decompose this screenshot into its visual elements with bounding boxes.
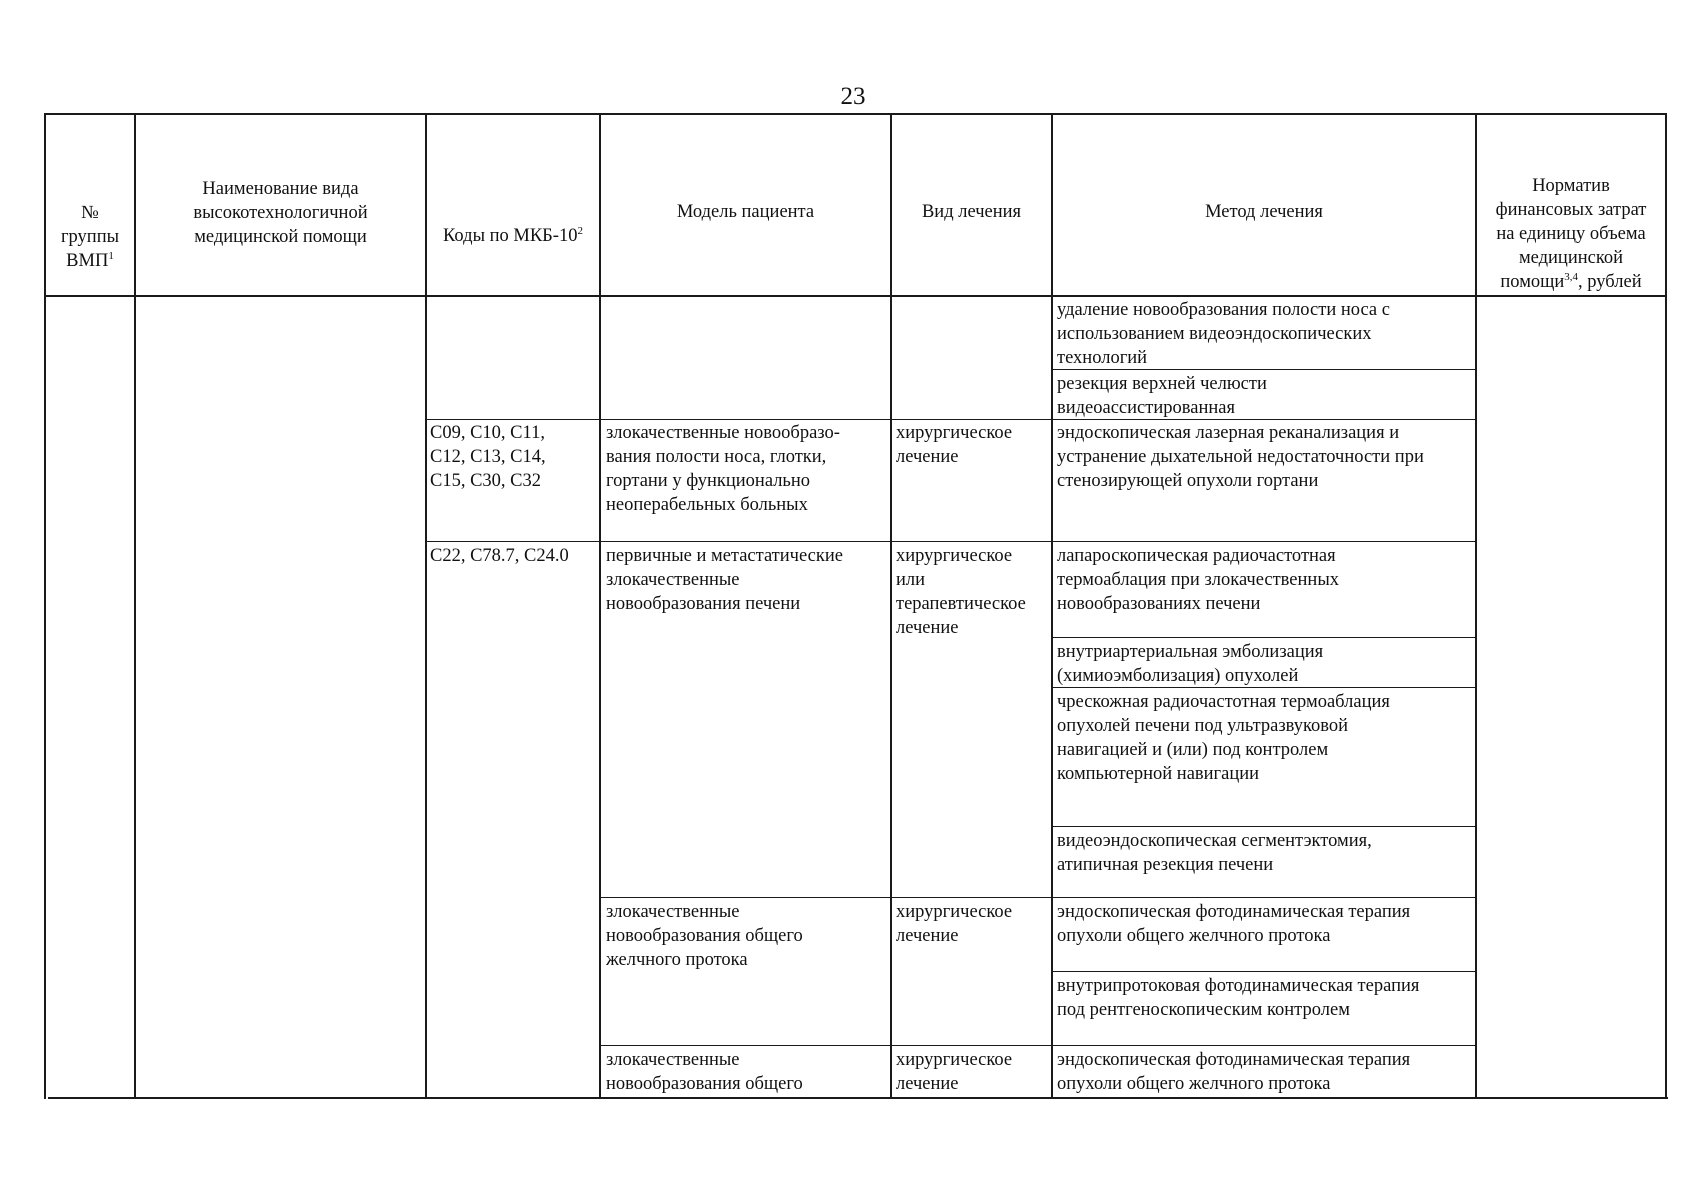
header-patient-model: Модель пациента — [676, 202, 815, 222]
footnote-mark: 1 — [108, 249, 114, 262]
icd-codes-cell: С22, С78.7, С24.0 — [430, 546, 569, 566]
header-icd-codes-text: Коды по МКБ-10 — [443, 226, 578, 246]
method-cell: эндоскопическая фотодинамическая терапия опухоли общего желчного протока — [1057, 902, 1411, 946]
row-border — [1051, 637, 1477, 638]
patient-model-cell: злокачественные новообразования общего — [606, 1050, 803, 1094]
header-icd-codes — [427, 200, 599, 248]
table-bottom-border — [48, 1097, 1668, 1099]
table-top-border — [44, 113, 1667, 115]
col-border-4 — [890, 113, 892, 1099]
method-cell: внутрипротоковая фотодинамическая терапия под рентгеноскопическим контролем — [1057, 976, 1420, 1020]
row-border — [599, 897, 1477, 898]
method-cell: лапароскопическая радиочастотная термоаблация при злокачественных новообразованиях печени — [1057, 546, 1339, 614]
col-border-5 — [1051, 113, 1053, 1099]
row-border — [1051, 826, 1477, 827]
method-cell: эндоскопическая фотодинамическая терапия опухоли общего желчного протока — [1057, 1050, 1411, 1094]
method-cell: резекция верхней челюсти видеоассистированная — [1057, 374, 1267, 418]
method-cell: видеоэндоскопическая сегментэктомия, атипичная резекция печени — [1057, 831, 1372, 875]
row-border — [599, 1045, 1477, 1046]
treatment-type-cell: хирургическое лечение — [896, 423, 1013, 467]
header-care-name: Наименование вида высокотехнологичной медицинской помощи — [193, 179, 368, 247]
page-number: 23 — [840, 83, 866, 110]
method-cell: удаление новообразования полости носа с использованием видеоэндоскопических технологий — [1057, 300, 1390, 368]
icd-codes-cell: С09, С10, С11, С12, С13, С14, С15, С30, С32 — [430, 423, 546, 491]
col-border-1 — [134, 113, 136, 1099]
method-cell: внутриартериальная эмболизация (химиоэмболизация) опухолей — [1057, 642, 1324, 686]
header-cost-standard-tail: , рублей — [1578, 272, 1642, 292]
patient-model-cell: злокачественные новообразования общего желчного протока — [606, 902, 803, 970]
col-border-2 — [425, 113, 427, 1099]
treatment-type-cell: хирургическое лечение — [896, 902, 1013, 946]
header-group-number — [46, 177, 134, 273]
header-group-number-text: № группы ВМП — [60, 203, 120, 271]
col-border-right — [1665, 113, 1667, 1099]
header-treatment-type: Вид лечения — [921, 202, 1022, 222]
header-cost-standard-text: Норматив финансовых затрат на единицу объема медицинской помощи — [1495, 176, 1647, 292]
row-border — [425, 541, 1477, 542]
treatment-type-cell: хирургическое или терапевтическое лечение — [896, 546, 1026, 638]
header-bottom-border — [44, 295, 1667, 297]
header-treatment-method: Метод лечения — [1205, 202, 1323, 222]
footnote-mark: 2 — [577, 224, 583, 237]
patient-model-cell: первичные и метастатические злокачественные новообразования печени — [606, 546, 843, 614]
header-cost-standard — [1477, 150, 1665, 294]
col-border-3 — [599, 113, 601, 1099]
treatment-type-cell: хирургическое лечение — [896, 1050, 1013, 1094]
row-border — [1051, 971, 1477, 972]
method-cell: эндоскопическая лазерная реканализация и устранение дыхательной недостаточности при стенозирующей опухоли гортани — [1057, 423, 1424, 491]
patient-model-cell: злокачественные новообразо- вания полости носа, глотки, гортани у функционально неоперабельных больных — [606, 423, 840, 515]
method-cell: чрескожная радиочастотная термоаблация опухолей печени под ультразвуковой навигацией и (или) под контролем компьютерной навигации — [1057, 692, 1390, 784]
footnote-mark: 3,4 — [1564, 270, 1579, 283]
